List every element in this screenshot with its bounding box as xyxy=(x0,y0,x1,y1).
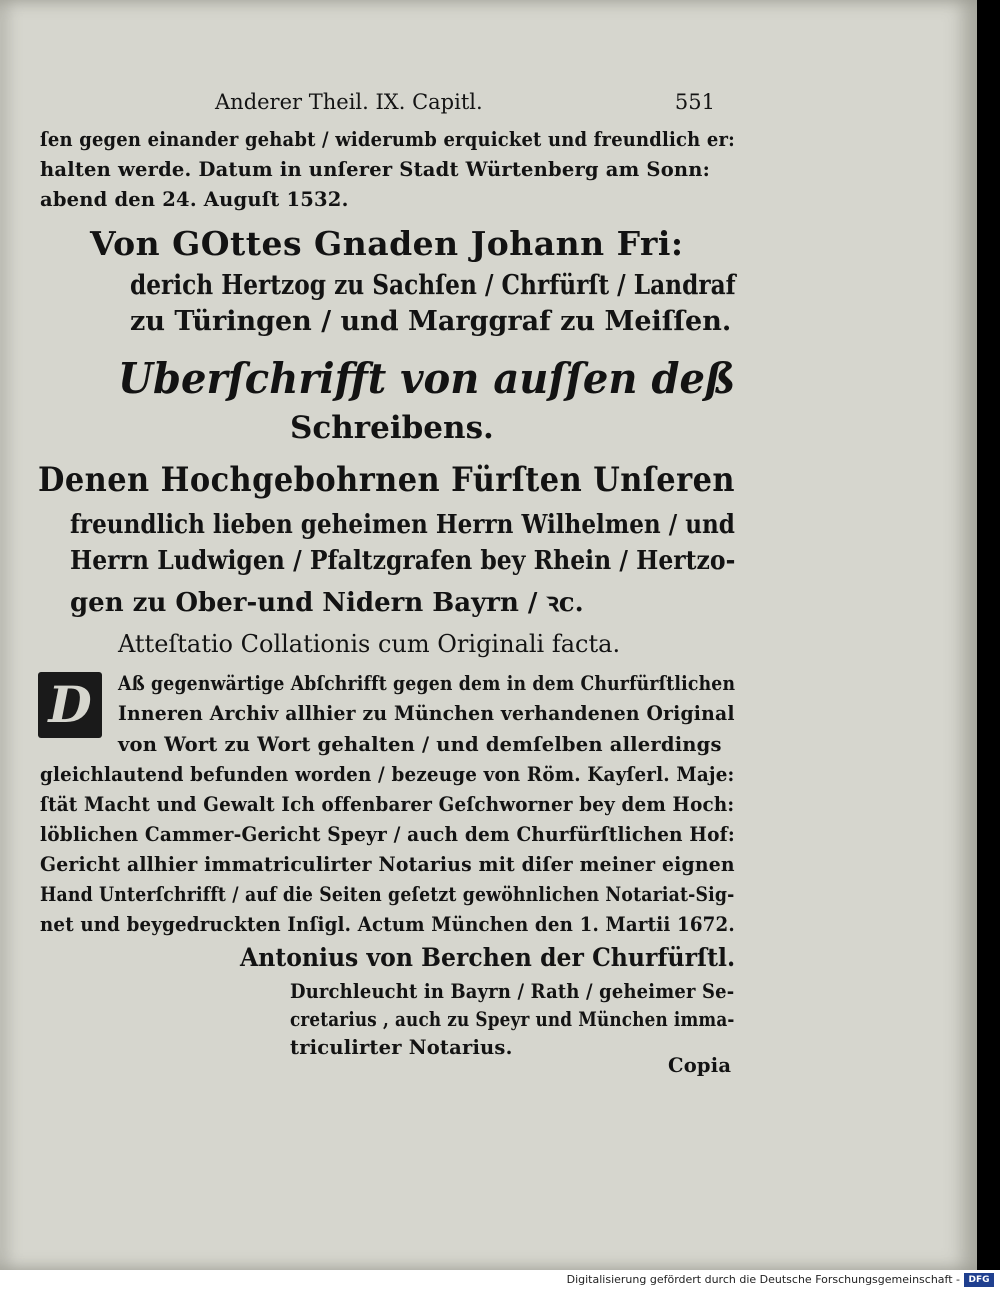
sender-line-1: Von GOttes Gnaden Johann Fri: xyxy=(90,224,684,263)
catchword: Copia xyxy=(668,1054,732,1077)
sender-line-2: derich Hertzog zu Sachſen / Chrfürſt / Landraf xyxy=(130,270,736,301)
sender-line-3: zu Türingen / und Marggraf zu Meiſſen. xyxy=(130,306,732,337)
attestation-line-8: Hand Unterſchrifft / auf die Seiten geſetzt gewöhnlichen Notariat-Sig- xyxy=(40,883,735,906)
signature-line-3: triculirter Notarius. xyxy=(290,1036,513,1059)
signature-name: Antonius von Berchen der Churfürſtl. xyxy=(240,943,736,972)
dfg-logo: DFG xyxy=(964,1273,994,1287)
attestation-line-4: gleichlautend befunden worden / bezeuge von Röm. Kayſerl. Maje: xyxy=(40,763,735,786)
page-header xyxy=(215,90,715,120)
letter-line-3: abend den 24. Auguſt 1532. xyxy=(40,188,349,211)
signature-line-1: Durchleucht in Bayrn / Rath / geheimer Se- xyxy=(290,980,735,1003)
letter-line-1: ſen gegen einander gehabt / widerumb erquicket und freundlich er: xyxy=(40,128,735,151)
attestation-line-1: Aß gegenwärtige Abſchrifft gegen dem in dem Churfürſtlichen xyxy=(118,672,736,695)
letter-line-2: halten werde. Datum in unſerer Stadt Würtenberg am Sonn: xyxy=(40,158,711,181)
address-line-3: Herrn Ludwigen / Pfaltzgrafen bey Rhein / Hertzo- xyxy=(70,546,736,576)
address-line-1: Denen Hochgebohrnen Fürſten Unſeren xyxy=(38,460,735,500)
address-line-4: gen zu Ober-und Nidern Bayrn / ꝛc. xyxy=(70,588,584,618)
decorated-initial: D xyxy=(38,672,102,738)
footer-credit: Digitalisierung gefördert durch die Deutsche Forschungsgemeinschaft - xyxy=(566,1273,960,1286)
attestation-heading: Atteſtatio Collationis cum Originali facta. xyxy=(118,630,621,658)
attestation-line-9: net und beygedruckten Inſigl. Actum München den 1. Martii 1672. xyxy=(40,913,735,936)
attestation-line-6: löblichen Cammer-Gericht Speyr / auch dem Churfürſtlichen Hof: xyxy=(40,823,735,846)
attestation-line-5: ſtät Macht und Gewalt Ich offenbarer Geſchworner bey dem Hoch: xyxy=(40,793,735,816)
signature-line-2: cretarius , auch zu Speyr und München imma- xyxy=(290,1008,735,1031)
address-line-2: freundlich lieben geheimen Herrn Wilhelmen / und xyxy=(70,510,735,540)
superscription-heading: Uberſchrifft von auſſen deß xyxy=(118,354,736,403)
running-head: Anderer Theil. IX. Capitl. xyxy=(215,90,483,114)
page-number: 551 xyxy=(674,90,715,114)
superscription-heading-2: Schreibens. xyxy=(290,410,494,446)
digitization-footer xyxy=(0,1270,1000,1291)
attestation-line-3: von Wort zu Wort gehalten / und demſelben allerdings xyxy=(118,733,722,756)
attestation-line-2: Inneren Archiv allhier zu München verhandenen Original xyxy=(118,702,735,725)
attestation-line-7: Gericht allhier immatriculirter Notarius mit diſer meiner eignen xyxy=(40,853,735,876)
